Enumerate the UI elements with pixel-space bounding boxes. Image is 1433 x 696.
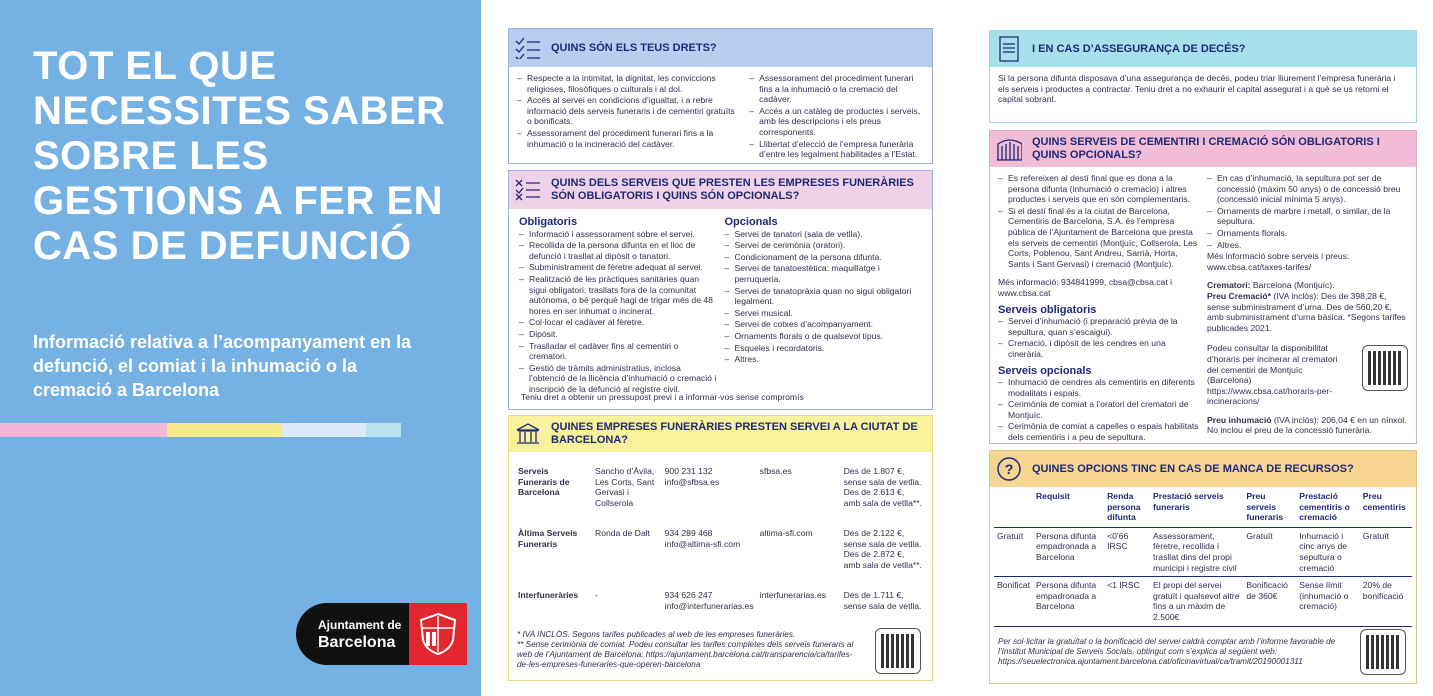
optional-cemetery-heading: Serveis opcionals bbox=[998, 364, 1092, 377]
insurance-panel bbox=[989, 30, 1417, 123]
list-item: – Col·locar el cadàver al fèretre. bbox=[519, 317, 717, 328]
list-item: – Traslladar el cadàver fins al cementiri o crematori. bbox=[519, 341, 717, 362]
insurance-title: I EN CAS D’ASSEGURANÇA DE DECÉS? bbox=[1032, 42, 1246, 55]
checklist-cross-icon bbox=[515, 178, 541, 202]
table-row: Serveis Funeraris de Barcelona Sancho d’Àvila, Les Corts, Sant Gervasi i Collserola 900 231 132 info@sfbsa.es sfbsa.es Des de 1.807 €, sense sala de vetlla. Des de 2.613 €, amb sala de vetlla**. bbox=[518, 466, 922, 508]
question-icon bbox=[996, 457, 1022, 481]
list-item: – Es refereixen al destí final que es dona a la persona difunta (inhumació o cremació) i altres productes i serveis que en són complementaris. bbox=[998, 173, 1199, 205]
mandatory-heading: Obligatoris bbox=[519, 216, 578, 228]
list-item: – Servei de tanatori (sala de vetlla). bbox=[725, 229, 923, 240]
rights-panel bbox=[508, 28, 933, 164]
table-row: Gratuït Persona difunta empadronada a Barcelona <0’66 IRSC Assessorament, fèretre, recollida i trasllat dins del propi municipi i registre civil Gratuït Inhumació i cinc anys de sepultura o cremació Gratuït bbox=[994, 527, 1412, 576]
table-header: Requisit Renda persona difunta Prestació serveis funeraris Preu serveis funeraris Prestació cementiris o cremació Preu cementiris bbox=[994, 491, 1412, 527]
rights-list-1 bbox=[517, 73, 741, 161]
cover-panel bbox=[0, 0, 481, 696]
companies-note: * IVA INCLÒS. Segons tarifes publicades al web de les empreses funeràries. ** Sense cerimònia de comiat. Podeu consultar les tarifes completes dels serveis funeraris al web de l’Ajuntament de Barcelona: https://ajuntament.barcelona.cat/transparencia/ca/tarifes-de-les-empreses-funeraries-que-operen-barcelona bbox=[517, 630, 854, 669]
optional-list bbox=[725, 229, 923, 365]
list-item: – Subministrament de fèretre adequat al servei. bbox=[519, 262, 717, 273]
list-item: – Altres. bbox=[725, 354, 923, 365]
list-item: – Esqueles i recordatoris. bbox=[725, 343, 923, 354]
services-title: QUINS DELS SERVEIS QUE PRESTEN LES EMPRESES FUNERÀRIES SÓN OBLIGATORIS I QUINS SÓN OPCIONALS? bbox=[551, 177, 914, 202]
mandatory-cemetery-heading: Serveis obligatoris bbox=[998, 303, 1097, 316]
list-item: – Cerimònia de comiat a capelles o espais habilitats dels cementiris i a peu de sepultura. bbox=[998, 421, 1199, 442]
list-item: – Ornaments de marbre i metall, o similar, de la sepultura. bbox=[1207, 206, 1408, 227]
gate-icon bbox=[996, 137, 1022, 161]
cemetery-panel: QUINS SERVEIS DE CEMENTIRI I CREMACIÓ SÓN OBLIGATORIS I QUINS OPCIONALS? – Es refereixen al destí final que es dona a la persona difunta (inhumació o cremació) i altres productes i serveis que en són complementaris. – Si el destí final és a la ciutat de Barcelona, Cementiris de Barcelona, S.A. és l’empresa pública de l’Ajuntament de Barcelona que presta els serveis de cementiri (Montjuïc, Collserola, Les Corts, Poblenou, Sant Andreu, Sarrià, Horta, Sants i Sant Gervasi) i cremació (Montjuïc). Més informació: 934841999, cbsa@cbsa.cat i www.cbsa.cat Serveis obligatoris – Servei d’inhumació (i preparació prèvia de la sepultura, quan s’escaigui). – Cremació, i dipòsit de les cendres en una cinerària. Serveis opcionals – Inhumació de cendres als cementiris en diferents modalitats i espais. – Cerimònia de comiat a l’oratori del crematori de Montjuïc. – Cerimònia de comiat a capelles o espais habilitats dels cementiris i a peu de sepultura. – En cas d’inhumació, la sepultura pot ser de concessió (màxim 50 anys) o de concessió breu (concessió inicial mínima 5 anys). – Ornaments de marbre i metall, o similar, de la sepultura. – Ornaments florals. – Altres. Més informació sobre serveis i preus: www.cbsa.cat/taxes-tarifes/ Crematori: Barcelona (Montjuïc). Preu Cremació* (IVA inclòs): Des de 398,28 €, sense subministrament d’urna. Des de 560,20 €, amb subministrament d’urna bàsica. *Segons tarifes publicades 2021. Podeu consultar la disponibilitat d’horaris per incinerar al crematori del cementiri de Montjuïc (Barcelona) https://www.cbsa.cat/horaris-per-incineracions/ Preu inhumació (IVA inclòs): 206,04 € en un nínxol. No inclou el preu de la concessió funerària. bbox=[989, 130, 1417, 444]
color-stripe bbox=[0, 423, 401, 437]
cover-title: TOT EL QUE NECESSITES SABER SOBRE LES GESTIONS A FER EN CAS DE DEFUNCIÓ bbox=[33, 44, 446, 268]
qr-code-resources[interactable] bbox=[1360, 629, 1406, 675]
list-item: – Altres. bbox=[1207, 240, 1408, 251]
burial-price-label: Preu inhumació bbox=[1207, 414, 1272, 425]
list-item: – Cremació, i dipòsit de les cendres en una cinerària. bbox=[998, 338, 1199, 359]
list-item: – Si el destí final és a la ciutat de Barcelona, Cementiris de Barcelona, S.A. és l’empresa pública de l’Ajuntament de Barcelona que presta els serveis de cementiri (Montjuïc, Collserola, Les Corts, Poblenou, Sant Andreu, Sarrià, Horta, Sants i Sant Gervasi) i cremació (Montjuïc). bbox=[998, 206, 1199, 270]
list-item: – Accés a un catàleg de productes i serveis, amb les descripcions i els preus corresponents. bbox=[749, 106, 924, 138]
companies-table bbox=[515, 466, 926, 652]
insurance-text: Si la persona difunta disposava d’una assegurança de decés, podeu triar lliurement l’empresa funerària i els serveis i productes a contractar. Teniu dret a no exhaurir el capital assegurat i a què se us retorni el capital sobrant. bbox=[998, 73, 1396, 105]
list-item: – Ornaments florals o de qualsevol tipus. bbox=[725, 331, 923, 342]
list-item: – En cas d’inhumació, la sepultura pot ser de concessió (màxim 50 anys) o de concessió breu (concessió inicial mínima 5 anys). bbox=[1207, 173, 1408, 205]
companies-panel bbox=[508, 415, 933, 681]
crematory-label: Crematori: bbox=[1207, 280, 1251, 291]
ajuntament-logo: Ajuntament de Barcelona bbox=[296, 603, 467, 665]
services-panel bbox=[508, 170, 933, 410]
resources-panel bbox=[989, 450, 1417, 684]
list-item: – Informació i assessorament sobre el servei. bbox=[519, 229, 717, 240]
cover-subtitle: Informació relativa a l’acompanyament en la defunció, el comiat i la inhumació o la cremació a Barcelona bbox=[33, 332, 412, 400]
rights-list-2 bbox=[749, 73, 924, 161]
list-item: – Llibertat d’elecció de l’empresa funerària d’entre les legalment habilitades a l’Estat. bbox=[749, 139, 924, 160]
list-item: – Assessorament del procediment funerari fins a la inhumació o la cremació del cadàver. bbox=[749, 73, 924, 105]
document-icon bbox=[996, 37, 1022, 61]
cemetery-contact: Més informació: 934841999, cbsa@cbsa.cat i www.cbsa.cat bbox=[998, 277, 1173, 298]
mandatory-list bbox=[519, 229, 717, 395]
list-item: – Accés al servei en condicions d’igualtat, i a rebre informació dels serveis funeraris i de cementiri gratuïts o bonificats. bbox=[517, 95, 741, 127]
table-row: Àltima Serveis Funeraris Ronda de Dalt 934 289 468 info@altima-sfi.com altima-sfi.com Des de 2.122 €, sense sala de vetlla. Des de 2.872 €, amb sala de vetlla**. bbox=[518, 528, 922, 570]
list-item: – Ornaments florals. bbox=[1207, 228, 1408, 239]
list-item: – Recollida de la persona difunta en el lloc de defunció i trasllat al dipòsit o tanatori. bbox=[519, 240, 717, 261]
list-item: – Cerimònia de comiat a l’oratori del crematori de Montjuïc. bbox=[998, 399, 1199, 420]
qr-code-cemetery[interactable] bbox=[1362, 345, 1408, 391]
list-item: – Servei musical. bbox=[725, 308, 923, 319]
availability-text: Podeu consultar la disponibilitat d’horaris per incinerar al crematori del cementiri de Montjuïc (Barcelona) https://www.cbsa.cat/horaris-per-incineracions/ bbox=[1207, 343, 1338, 407]
cremation-price-label: Preu Cremació* bbox=[1207, 290, 1272, 301]
companies-title: QUINES EMPRESES FUNERÀRIES PRESTEN SERVEI A LA CIUTAT DE BARCELONA? bbox=[551, 421, 918, 446]
tariff-info: Més informació sobre serveis i preus: www.cbsa.cat/taxes-tarifes/ bbox=[1207, 251, 1350, 272]
list-item: – Servei de cotxes d’acompanyament. bbox=[725, 319, 923, 330]
list-item: – Respecte a la intimitat, la dignitat, les conviccions religioses, filosòfiques o culturals i al dol. bbox=[517, 73, 741, 94]
cemetery-title: QUINS SERVEIS DE CEMENTIRI I CREMACIÓ SÓN OBLIGATORIS I QUINS OPCIONALS? bbox=[1032, 136, 1380, 161]
list-item: – Servei de tanatoestètica: maquillatge i perruqueria. bbox=[725, 263, 923, 284]
list-item: – Gestió de tràmits administratius, inclosa l’obtenció de la llicència d’inhumació o cremació i inscripció de la defunció al registre civil. bbox=[519, 363, 717, 395]
qr-code-companies[interactable] bbox=[875, 628, 921, 674]
svg-text:?: ? bbox=[1004, 461, 1014, 477]
rights-title: QUINS SÓN ELS TEUS DRETS? bbox=[551, 41, 717, 54]
list-item: – Servei de tanatopràxia quan no sigui obligatori legalment. bbox=[725, 286, 923, 307]
building-icon bbox=[515, 422, 541, 446]
quote-note: Teniu dret a obtenir un pressupost previ i a informar-vos sense compromís bbox=[521, 392, 804, 403]
list-item: – Assessorament del procediment funerari fins a la inhumació o la incineració del cadàver. bbox=[517, 128, 741, 149]
city-shield-icon bbox=[409, 603, 467, 665]
list-item: – Condicionament de la persona difunta. bbox=[725, 252, 923, 263]
checklist-icon bbox=[515, 36, 541, 60]
list-item: – Dipòsit. bbox=[519, 329, 717, 340]
optional-heading: Opcionals bbox=[724, 216, 778, 228]
list-item: – Realització de les pràctiques sanitàries quan sigui obligatori: trasllats fora de la comunitat autònoma, o bé perquè hagi de trigar més de 48 hores en ser inhumat o incinerat. bbox=[519, 274, 717, 316]
list-item: – Servei de cerimònia (oratori). bbox=[725, 240, 923, 251]
list-item: – Servei d’inhumació (i preparació prèvia de la sepultura, quan s’escaigui). bbox=[998, 316, 1199, 337]
resources-note: Per sol·licitar la gratuïtat o la bonificació del servei caldrà comptar amb l’informe favorable de l’Institut Municipal de Serveis Socials, obtingut com s’explica al següent web: https://seuelectronica.ajuntament.barcelona.cat/oficinavirtual/ca/tramit/20190001311 bbox=[998, 637, 1336, 666]
table-row: Interfuneràries - 934 626 247 info@interfunerarias.es interfunerarias.es Des de 1.711 €, sense sala de vetlla. bbox=[518, 590, 922, 611]
resources-title: QUINES OPCIONS TINC EN CAS DE MANCA DE RECURSOS? bbox=[1032, 462, 1354, 475]
table-row: Bonificat Persona difunta empadronada a Barcelona <1 IRSC El propi del servei gratuït i qualsevol altre fins a un màxim de 2.500€ Bonificació de 360€ Sense límit (inhumació o cremació) 20% de bonificació bbox=[994, 577, 1412, 626]
list-item: – Inhumació de cendres als cementiris en diferents modalitats i espais. bbox=[998, 377, 1199, 398]
resources-table bbox=[994, 491, 1412, 627]
